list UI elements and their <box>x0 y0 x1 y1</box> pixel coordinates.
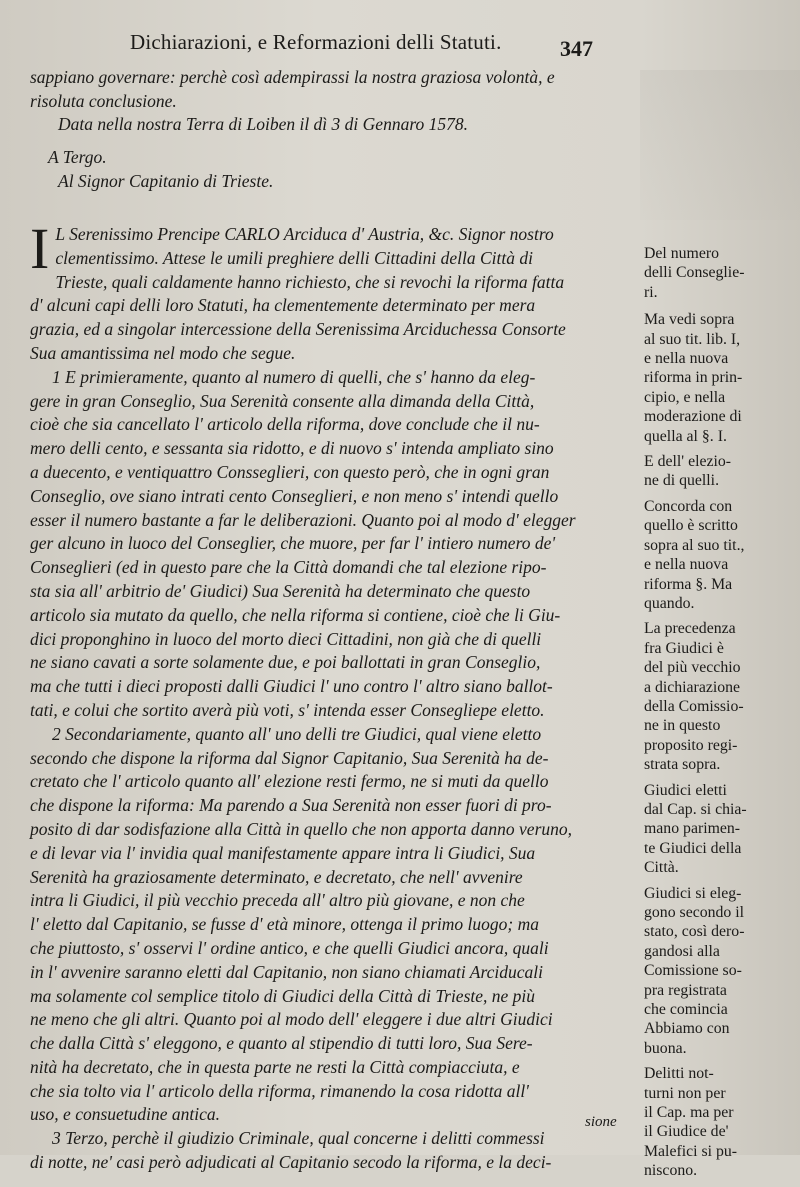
decree-line: ger alcuno in luoco del Conseglier, che muore, per far l' intiero numero de' <box>30 533 556 554</box>
margin-note-line: proposito regi- <box>644 736 738 754</box>
decree-line: tati, e colui che sortito averà più voti, s' intenda esser Conseglieре eletto. <box>30 699 545 720</box>
decree-line: dici proponghino in luoco del morto dieci Cittadini, non già che di quelli <box>30 628 542 649</box>
bleed-through-shadow <box>640 70 800 220</box>
decree-line: sta sia all' arbitrio de' Giudici) Sua Serenità ha determinato che questo <box>30 580 531 601</box>
decree-line: ne meno che gli altri. Quanto poi al modo dell' eleggere i due altri Giudici <box>30 1009 553 1030</box>
catchword: sione <box>585 1114 617 1130</box>
decree-line: Trieste, quali caldamente hanno richiesto, che si revochi la riforma fatta <box>55 271 565 292</box>
page-number: 347 <box>560 36 593 61</box>
margin-note-line: riforma §. Ma <box>644 575 733 593</box>
decree-line: Serenità ha graziosamente determinato, e decretato, che nell' avvenire <box>30 866 523 887</box>
margin-note-line: moderazione di <box>644 408 742 426</box>
margin-note-line: Città. <box>644 859 679 877</box>
drop-cap: I <box>30 216 50 281</box>
margin-note-line: della Comissio- <box>644 697 744 715</box>
decree-text <box>30 216 640 1175</box>
margin-note-line: ne in questo <box>644 717 721 735</box>
margin-note-line: strata sopra. <box>644 756 721 774</box>
decree-line: posito di dar sodisfazione alla Città in quello che non apporta danno veruno, <box>30 818 573 839</box>
margin-note-line: Comissione so- <box>644 962 742 980</box>
margin-note <box>644 244 794 302</box>
letter-closing <box>30 66 640 137</box>
margin-note-line: fra Giudici è <box>644 639 724 657</box>
margin-note-line: il Giudice de' <box>644 1123 729 1141</box>
margin-note-line: niscono. <box>644 1162 698 1180</box>
address-block <box>48 146 448 193</box>
decree-line: 2 Secondariamente, quanto all' uno delli tre Giudici, qual viene eletto <box>52 723 542 744</box>
decree-line: che dalla Città s' eleggono, e quanto al stipendio di tutti loro, Sua Sere- <box>30 1033 533 1054</box>
letter-line: sappiano governare: perchè così adempirassi la nostra graziosa volontà, e <box>30 67 555 87</box>
decree-line: ne siano cavati a sorte solamente due, e poi ballottati in gran Conseglio, <box>30 652 541 673</box>
margin-note-line: La precedenza <box>644 620 736 638</box>
decree-line: di notte, ne' casi però adjudicati al Capitanio secodo la riforma, e la deci- <box>30 1152 552 1173</box>
margin-note-line: Delitti not- <box>644 1065 714 1083</box>
decree-line: Conseglieri (ed in questo pare che la Città domandi che tal elezione ripo- <box>30 557 547 578</box>
margin-note-line: e nella nuova <box>644 350 729 368</box>
decree-line: articolo sia mutato da quello, che nella riforma si contiene, cioè che li Giu- <box>30 604 561 625</box>
margin-note <box>644 781 794 878</box>
decree-line: uso, e consuetudine antica. <box>30 1104 221 1125</box>
decree-line: a duecento, e ventiquattro Consseglieri, con questo però, che in ogni gran <box>30 461 550 482</box>
decree-line: L Serenissimo Prencipe CARLO Arciduca d' Austria, &c. Signor nostro <box>55 224 554 244</box>
decree-opening <box>30 216 640 281</box>
margin-note-line: quella al §. I. <box>644 427 727 445</box>
margin-note-line: Giudici eletti <box>644 781 727 799</box>
margin-note <box>644 884 794 1059</box>
margin-note-line: a dichiarazione <box>644 678 741 696</box>
margin-note <box>644 310 794 446</box>
margin-note-line: cipio, e nella <box>644 388 726 406</box>
margin-note-line: e nella nuova <box>644 556 729 574</box>
margin-note-line: quando. <box>644 594 695 612</box>
margin-note <box>644 452 794 491</box>
margin-note-line: pra registrata <box>644 981 727 999</box>
decree-line: ma solamente col semplice titolo di Giudici della Città di Trieste, ne più <box>30 985 536 1006</box>
margin-note-line: che comincia <box>644 1001 728 1019</box>
decree-line: 1 E primieramente, quanto al numero di quelli, che s' hanno da eleg- <box>52 366 536 387</box>
margin-note-line: dal Cap. si chia- <box>644 800 747 818</box>
margin-note <box>644 497 794 613</box>
margin-note-line: ne di quelli. <box>644 472 720 490</box>
decree-line: mero delli cento, e sessanta sia ridotto, e di nuovo s' intenda ampliato sino <box>30 438 554 459</box>
letter-line: risoluta conclusione. <box>30 90 177 111</box>
margin-note-line: gandosi alla <box>644 942 720 960</box>
decree-line: che dispone la riforma: Ma parendo a Sua Serenità non esser fuori di pro- <box>30 795 552 816</box>
margin-note-line: stato, così dero- <box>644 923 745 941</box>
decree-line: 3 Terzo, perchè il giudizio Criminale, qual concerne i delitti commessi <box>52 1128 545 1149</box>
margin-note-line: Malefici si pu- <box>644 1142 737 1160</box>
margin-note-line: Del numero <box>644 245 720 262</box>
margin-note-line: buona. <box>644 1039 687 1057</box>
margin-note-line: Ma vedi sopra <box>644 311 735 329</box>
decree-line: grazia, ed a singolar intercessione della Serenissima Arciduchessa Consorte <box>30 319 566 340</box>
margin-note-line: sopra al suo tit., <box>644 536 745 554</box>
margin-note-line: delli Consegliе- <box>644 264 745 282</box>
margin-note-line: riforma in prin- <box>644 369 743 387</box>
decree-line: clementissimo. Attese le umili preghiere delli Cittadini della Città di <box>55 247 533 268</box>
decree-line: Conseglio, ove siano intrati cento Conseglieri, e non meno s' intendi quello <box>30 485 559 506</box>
margin-note-line: al suo tit. lib. I, <box>644 330 741 348</box>
decree-line: gere in gran Conseglio, Sua Serenità consente alla dimanda della Città, <box>30 390 535 411</box>
running-title: Dichiarazioni, e Reformazioni delli Statuti. <box>130 30 502 54</box>
decree-line: intra li Giudici, il più vecchio preceda all' altro più giovane, e non che <box>30 890 525 911</box>
margin-note-line: Giudici si eleg- <box>644 884 742 902</box>
decree-line: cretato che l' articolo quanto all' elezione resti fermo, ne si muti da quello <box>30 771 549 792</box>
margin-note-line: turni non per <box>644 1084 726 1102</box>
margin-note-line: Abbiamo con <box>644 1020 730 1038</box>
margin-note <box>644 1064 794 1180</box>
decree-line: e di levar via l' invidia qual manifestamente appare intra li Giudici, Sua <box>30 842 536 863</box>
decree-line: nità ha decretato, che in questa parte ne resti la Città compiacciuta, e <box>30 1056 520 1077</box>
decree-line: l' eletto dal Capitanio, se fusse d' età minore, ottenga il primo luogo; ma <box>30 914 539 935</box>
margin-note <box>644 619 794 774</box>
margin-note-line: mano parimen- <box>644 820 741 838</box>
address-line: A Tergo. <box>48 147 107 167</box>
decree-line: che piuttosto, s' osservi l' ordine antico, e che quelli Giudici ancora, quali <box>30 937 549 958</box>
decree-line: Sua amantissima nel modo che segue. <box>30 342 296 363</box>
margin-note-line: te Giudici della <box>644 839 742 857</box>
decree-line: esser il numero bastante a far le deliberazioni. Quanto poi al modo d' elegger <box>30 509 576 530</box>
margin-note-line: E dell' elezio- <box>644 453 732 471</box>
letter-date-line: Data nella nostra Terra di Loiben il dì 3 di Gennaro 1578. <box>58 114 468 134</box>
margin-note-line: Concorda con <box>644 497 733 515</box>
margin-note-line: il Cap. ma per <box>644 1104 734 1122</box>
margin-note-line: ri. <box>644 283 658 301</box>
decree-line: ma che tutti i dieci proposti dalli Giudici l' uno contro l' altro siano ballot- <box>30 676 553 697</box>
decree-line: d' alcuni capi delli loro Statuti, ha clementemente determinato per mera <box>30 295 536 316</box>
margin-note-line: gono secondo il <box>644 904 745 921</box>
address-line: Al Signor Capitanio di Trieste. <box>58 170 274 191</box>
decree-line: cioè che sia cancellato l' articolo della riforma, dove conclude che il nu- <box>30 414 540 435</box>
margin-note-line: quello è scritto <box>644 517 738 535</box>
decree-line: in l' avvenire saranno eletti dal Capitanio, non siano chiamati Arciducali <box>30 961 543 982</box>
decree-line: secondo che dispone la riforma dal Signor Capitanio, Sua Serenità ha de- <box>30 747 549 768</box>
margin-notes <box>644 244 794 1187</box>
decree-line: che sia tolto via l' articolo della riforma, rimanendo la cosa ridotta all' <box>30 1080 529 1101</box>
margin-note-line: del più vecchio <box>644 659 741 677</box>
